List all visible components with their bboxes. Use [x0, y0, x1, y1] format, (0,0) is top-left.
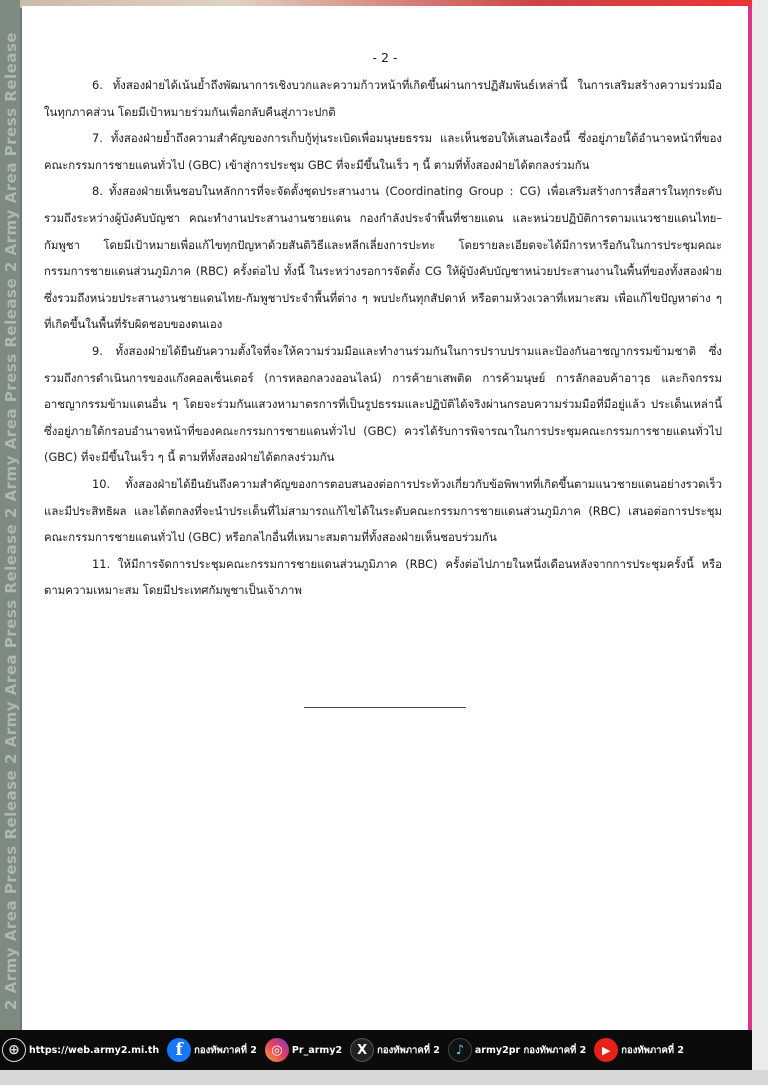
- x-icon: X: [350, 1038, 374, 1062]
- document-page: [22, 6, 748, 1030]
- document-body: [44, 72, 722, 604]
- paragraph-9: 9. ทั้งสองฝ่ายได้ยืนยันความตั้งใจที่จะให้ความร่วมมือและทำงานร่วมกันในการปราบปรามและป้องกันอาชญากรรมข้ามชาติ ซึ่งรวมถึงการดำเนินการของแก๊งคอลเซ็นเตอร์ (การหลอกลวงออนไลน์) การค้ายาเสพติด การค้ามนุษย์ การลักลอบค้าอาวุธ และกิจกรรมอาชญากรรมข้ามแดนอื่น ๆ โดยจะร่วมกันแสวงหามาตรการที่เป็นรูปธรรมและปฏิบัติได้จริงผ่านกรอบความร่วมมือที่มีอยู่แล้ว ประเด็นเหล่านี้ ซึ่งอยู่ภายใต้กรอบอำนาจหน้าที่ของคณะกรรมการชายแดนทั่วไป (GBC) ควรได้รับการพิจารณาในการประชุมคณะกรรมการชายแดนทั่วไป (GBC) ที่จะมีขึ้นในเร็ว ๆ นี้ ตามที่ทั้งสองฝ่ายได้ตกลงร่วมกัน: [44, 343, 722, 465]
- instagram-icon: ◎: [265, 1038, 289, 1062]
- paragraph-11: 11. ให้มีการจัดการประชุมคณะกรรมการชายแดนส่วนภูมิภาค (RBC) ครั้งต่อไปภายในหนึ่งเดือนหลังจากการประชุมครั้งนี้ หรือตามความเหมาะสม โดยมีประเทศกัมพูชาเป็นเจ้าภาพ: [44, 556, 722, 598]
- facebook-icon: f: [167, 1038, 191, 1062]
- youtube-label: กองทัพภาคที่ 2: [621, 1044, 684, 1056]
- bottom-background-strip: [0, 1070, 768, 1085]
- tiktok-icon: ♪: [448, 1038, 472, 1062]
- facebook-link[interactable]: [167, 1038, 257, 1062]
- paragraph-10: 10. ทั้งสองฝ่ายได้ยืนยันถึงความสำคัญของการตอบสนองต่อการประท้วงเกี่ยวกับข้อพิพาทที่เกิดขึ้นตามแนวชายแดนอย่างรวดเร็วและมีประสิทธิผล และได้ตกลงที่จะนำประเด็นที่ไม่สามารถแก้ไขได้ในระดับคณะกรรมการชายแดนส่วนภูมิภาค (RBC) เสนอต่อการประชุมคณะกรรมการชายแดนทั่วไป (GBC) หรือกลไกอื่นที่เหมาะสมตามที่ทั้งสองฝ่ายเห็นชอบร่วมกัน: [44, 476, 722, 545]
- globe-icon: ⊕: [2, 1038, 26, 1062]
- right-margin: [752, 0, 768, 1085]
- instagram-link[interactable]: [265, 1038, 342, 1062]
- press-release-side-banner: [0, 0, 20, 1030]
- tiktok-label: army2pr กองทัพภาคที่ 2: [474, 1044, 587, 1056]
- website-link[interactable]: [2, 1038, 159, 1062]
- instagram-label: Pr_army2: [291, 1044, 343, 1056]
- youtube-icon: ▶: [594, 1038, 618, 1062]
- paragraph-7: 7. ทั้งสองฝ่ายย้ำถึงความสำคัญของการเก็บกู้ทุ่นระเบิดเพื่อมนุษยธรรม และเห็นชอบให้เสนอเรื่องนี้ ซึ่งอยู่ภายใต้อำนาจหน้าที่ของคณะกรรมการชายแดนทั่วไป (GBC) เข้าสู่การประชุม GBC ที่จะมีขึ้นในเร็ว ๆ นี้ ตามที่ทั้งสองฝ่ายได้ตกลงร่วมกัน: [44, 131, 722, 172]
- end-divider-line: [304, 707, 466, 708]
- youtube-link[interactable]: [594, 1038, 684, 1062]
- x-label: กองทัพภาคที่ 2: [377, 1044, 440, 1056]
- facebook-label: กองทัพภาคที่ 2: [194, 1044, 257, 1056]
- x-link[interactable]: [350, 1038, 440, 1062]
- paragraph-8: 8. ทั้งสองฝ่ายเห็นชอบในหลักการที่จะจัดตั้งชุดประสานงาน (Coordinating Group : CG) เพื่อเสริมสร้างการสื่อสารในทุกระดับ รวมถึงระหว่างผู้บังคับบัญชา คณะทำงานประสานงานชายแดน กองกำลังประจำพื้นที่ชายแดน และหน่วยปฏิบัติการตามแนวชายแดนไทย–กัมพูชา โดยมีเป้าหมายเพื่อแก้ไขทุกปัญหาด้วยสันติวิธีและหลีกเลี่ยงการปะทะ โดยรายละเอียดจะได้มีการหารือกันในการประชุมคณะกรรมการชายแดนส่วนภูมิภาค (RBC) ครั้งต่อไป ทั้งนี้ ในระหว่างรอการจัดตั้ง CG ให้ผู้บังคับบัญชาหน่วยประสานงานในพื้นที่ของทั้งสองฝ่าย ซึ่งรวมถึงหน่วยประสานงานชายแดนไทย-กัมพูชาประจำพื้นที่ต่าง ๆ พบปะกันทุกสัปดาห์ หรือตามห้วงเวลาที่เหมาะสม เพื่อแก้ไขปัญหาต่าง ๆ ที่เกิดขึ้นในพื้นที่รับผิดชอบของตนเอง: [44, 184, 722, 332]
- side-watermark-text: 2 Army Area Press Release 2 Army Area Press Release 2 Army Area Press Release 2 Army Area Press Release: [2, 31, 20, 1010]
- social-footer: [0, 1030, 752, 1070]
- paragraph-6: 6. ทั้งสองฝ่ายได้เน้นย้ำถึงพัฒนาการเชิงบวกและความก้าวหน้าที่เกิดขึ้นผ่านการปฏิสัมพันธ์เหล่านี้ ในการเสริมสร้างความร่วมมือในทุกภาคส่วน โดยมีเป้าหมายร่วมกันเพื่อกลับคืนสู่ภาวะปกติ: [44, 78, 722, 119]
- tiktok-link[interactable]: [448, 1038, 586, 1062]
- website-label: https://web.army2.mi.th: [29, 1044, 160, 1056]
- page-number: - 2 -: [372, 50, 398, 65]
